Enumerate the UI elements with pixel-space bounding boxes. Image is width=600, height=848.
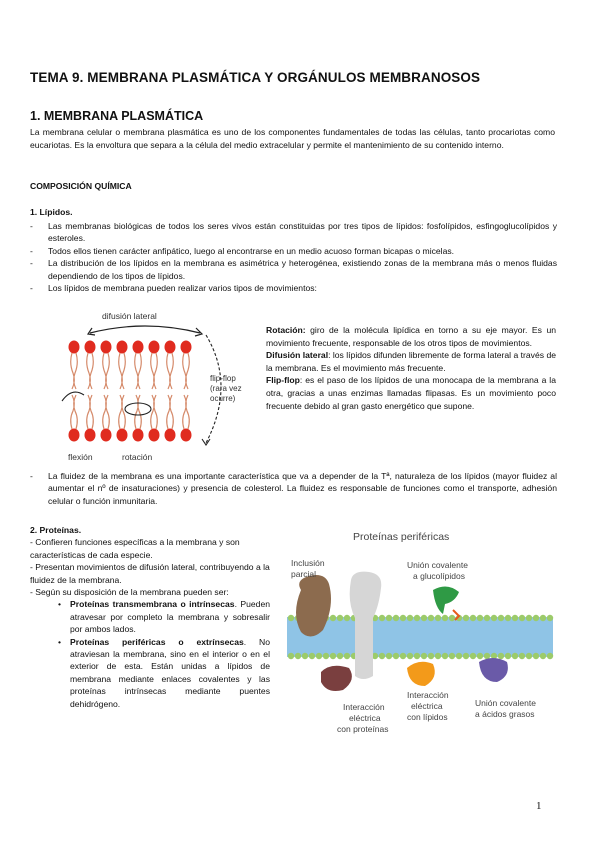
lipids-heading: 1. Lípidos. bbox=[30, 207, 73, 217]
membrane-head bbox=[421, 653, 427, 659]
list-item: - Los lípidos de membrana pueden realizar varios tipos de movimientos: bbox=[30, 283, 317, 294]
membrane-head bbox=[344, 653, 350, 659]
bullet-peripheral: • Proteínas periféricas o extrínsecas. No atraviesan la membrana, sino en el interior o en el exterior de esta. Están unidas a lípidos de membrana mediante enlaces covalentes y las proteínas intrínsecas mediante puentes dehidrógeno. bbox=[58, 636, 270, 709]
label-inclusion-1: Inclusión bbox=[291, 558, 325, 568]
membrane-head bbox=[407, 615, 413, 621]
list-item: - Todos ellos tienen carácter anfipático, luego al encontrarse en un medio acuoso forman bicapas o micelas. bbox=[30, 245, 455, 256]
list-item: - Las membranas biológicas de todos los seres vivos están constituidas por tres tipos de lípidos: fosfolípidos, esfingoglucolípidos y esteroles. bbox=[30, 221, 557, 244]
membrane-head bbox=[533, 653, 539, 659]
membrane-head bbox=[288, 653, 294, 659]
lipid-head bbox=[181, 429, 192, 442]
membrane-head bbox=[309, 653, 315, 659]
membrane-head bbox=[386, 615, 392, 621]
movements-description bbox=[266, 324, 556, 412]
membrane-head bbox=[498, 615, 504, 621]
label-elec-prot-2: eléctrica bbox=[349, 713, 381, 723]
membrane-head bbox=[477, 615, 483, 621]
membrane-head bbox=[379, 615, 385, 621]
membrane-head bbox=[386, 653, 392, 659]
membrane-head bbox=[519, 615, 525, 621]
membrane-head bbox=[526, 615, 532, 621]
membrane-head bbox=[484, 653, 490, 659]
membrane-head bbox=[337, 615, 343, 621]
label-lateral-diffusion: difusión lateral bbox=[102, 311, 157, 321]
list-item: - La distribución de los lípidos en la membrana es asimétrica y heterogénea, existiendo zonas de la membrana más o menos fluidas dependiendo de los tipos de lípidos. bbox=[30, 258, 557, 281]
label-fatty-2: a ácidos grasos bbox=[475, 709, 535, 719]
label-rotation: rotación bbox=[122, 452, 153, 462]
lipid-tail bbox=[151, 353, 158, 389]
membrane-head bbox=[512, 615, 518, 621]
label-rare-1: (rara vez bbox=[210, 384, 242, 393]
lipid-movements-figure bbox=[60, 305, 258, 467]
membrane-head bbox=[498, 653, 504, 659]
lipid-tail bbox=[183, 353, 190, 389]
membrane-head bbox=[379, 653, 385, 659]
membrane-head bbox=[330, 653, 336, 659]
protein-fatty-acids bbox=[479, 658, 508, 682]
membrane-head bbox=[505, 653, 511, 659]
membrane-head bbox=[428, 653, 434, 659]
section-heading-membrana: 1. MEMBRANA PLASMÁTICA bbox=[30, 109, 204, 123]
bullet-transmembrane: • Proteínas transmembrana o intrínsecas. Pueden atravesar por completo la membrana y sobresalir por ambos lados. bbox=[58, 599, 271, 635]
membrane-head bbox=[400, 615, 406, 621]
lipid-head bbox=[165, 341, 176, 354]
lipid-head bbox=[149, 341, 160, 354]
membrane-head bbox=[547, 615, 553, 621]
figure2-title: Proteínas periféricas bbox=[353, 531, 450, 543]
membrane-head bbox=[456, 653, 462, 659]
flipflop-paragraph: Flip-flop: es el paso de los lípidos de una monocapa de la membrana a la otra, gracias a unas enzimas llamadas flipasas. Es un movimiento poco frecuente debido al gran gasto energético que supone. bbox=[266, 375, 556, 411]
membrane-head bbox=[323, 653, 329, 659]
lipid-head bbox=[101, 429, 112, 442]
lipid-bottom-layer bbox=[69, 395, 192, 442]
lipid-tail bbox=[151, 395, 158, 429]
lipid-tail bbox=[71, 353, 78, 389]
lipid-tail bbox=[135, 395, 142, 429]
membrane-bilayer bbox=[287, 617, 553, 657]
lipids-list bbox=[30, 220, 557, 294]
membrane-head bbox=[393, 615, 399, 621]
proteins-section bbox=[30, 524, 270, 710]
membrane-head bbox=[400, 653, 406, 659]
label-glyco-1: Unión covalente bbox=[407, 560, 468, 570]
membrane-head bbox=[421, 615, 427, 621]
lipid-head bbox=[69, 429, 80, 442]
proteins-heading: 2. Proteínas. bbox=[30, 525, 82, 535]
membrane-head bbox=[295, 653, 301, 659]
page-number: 1 bbox=[536, 800, 542, 812]
membrane-head bbox=[526, 653, 532, 659]
protein-electric-lipids bbox=[407, 662, 435, 686]
label-elec-prot-3: con proteínas bbox=[337, 724, 389, 734]
fluidity-list bbox=[30, 470, 557, 507]
membrane-head bbox=[540, 653, 546, 659]
lipid-head bbox=[149, 429, 160, 442]
label-flexion: flexión bbox=[68, 452, 93, 462]
rotation-paragraph: Rotación: giro de la molécula lipídica en torno a su eje mayor. Es un movimiento frecuente, responsable de los otros tipos de movimientos. bbox=[266, 325, 556, 348]
membrane-head bbox=[540, 615, 546, 621]
membrane-head bbox=[316, 653, 322, 659]
membrane-head bbox=[547, 653, 553, 659]
list-item: - Presentan movimientos de difusión lateral, contribuyendo a la fluidez de la membrana. bbox=[30, 562, 270, 585]
lipid-tail bbox=[167, 395, 174, 429]
lipid-tail bbox=[87, 353, 94, 389]
lipid-head bbox=[85, 341, 96, 354]
membrane-head bbox=[428, 615, 434, 621]
membrane-head bbox=[470, 653, 476, 659]
lipid-head bbox=[117, 429, 128, 442]
lipid-tail bbox=[103, 395, 110, 429]
label-elec-lip-2: eléctrica bbox=[411, 701, 443, 711]
composition-heading: COMPOSICIÓN QUÍMICA bbox=[30, 181, 132, 191]
membrane-head bbox=[393, 653, 399, 659]
lipid-tail bbox=[135, 353, 142, 389]
list-item: - Confieren funciones específicas a la membrana y son características de cada especie. bbox=[30, 537, 240, 560]
lipid-tail bbox=[183, 395, 190, 429]
lipid-head bbox=[133, 341, 144, 354]
lateral-paragraph: Difusión lateral: los lípidos difunden libremente de forma lateral a través de la membrana. Es el movimiento más frecuente. bbox=[266, 350, 556, 373]
lipid-head bbox=[69, 341, 80, 354]
membrane-head bbox=[477, 653, 483, 659]
label-elec-lip-3: con lípidos bbox=[407, 712, 448, 722]
lateral-arrow bbox=[90, 326, 200, 333]
document-title: TEMA 9. MEMBRANA PLASMÁTICA Y ORGÁNULOS MEMBRANOSOS bbox=[30, 70, 481, 85]
membrane-head bbox=[533, 615, 539, 621]
peripheral-proteins-figure bbox=[283, 522, 558, 747]
intro-paragraph: La membrana celular o membrana plasmática es uno de los componentes fundamentales de todas las células, tanto procariotas como eucariotas. Es la envoltura que separa a la célula del medio extracelular y permite el mantenimiento de su contenido interno. bbox=[30, 127, 555, 150]
lipid-tail bbox=[167, 353, 174, 389]
label-rare-2: ocurre) bbox=[210, 394, 236, 403]
lipid-tail bbox=[119, 353, 126, 389]
lipid-head bbox=[133, 429, 144, 442]
membrane-head bbox=[302, 653, 308, 659]
membrane-head bbox=[330, 615, 336, 621]
label-elec-prot-1: Interacción bbox=[343, 702, 385, 712]
label-fatty-1: Unión covalente bbox=[475, 698, 536, 708]
label-glyco-2: a glucolípidos bbox=[413, 571, 465, 581]
lipid-tail bbox=[71, 395, 78, 429]
membrane-head bbox=[463, 653, 469, 659]
list-item: - Según su disposición de la membrana pueden ser: bbox=[30, 587, 229, 598]
protein-glycolipid bbox=[433, 586, 459, 614]
membrane-head bbox=[463, 615, 469, 621]
membrane-head bbox=[449, 653, 455, 659]
lipid-tail bbox=[119, 395, 126, 429]
lipid-head bbox=[117, 341, 128, 354]
lipid-head bbox=[85, 429, 96, 442]
membrane-head bbox=[505, 615, 511, 621]
protein-electric-proteins bbox=[321, 666, 352, 691]
list-item: - La fluidez de la membrana es una importante característica que va a depender de la Tª, naturaleza de los lípidos (mayor fluidez al aumentar el nº de insaturaciones) y presencia de colesterol. La fluidez es responsable de funciones como el transporte, adhesión celular o función inmunitaria. bbox=[30, 471, 557, 506]
lipid-head bbox=[165, 429, 176, 442]
membrane-head bbox=[491, 615, 497, 621]
membrane-head bbox=[442, 653, 448, 659]
membrane-head bbox=[288, 615, 294, 621]
membrane-head bbox=[344, 615, 350, 621]
membrane-head bbox=[337, 653, 343, 659]
lipid-top-layer bbox=[69, 341, 192, 390]
membrane-head bbox=[519, 653, 525, 659]
membrane-head bbox=[435, 615, 441, 621]
lipid-tail bbox=[87, 395, 94, 429]
membrane-head bbox=[484, 615, 490, 621]
membrane-head bbox=[407, 653, 413, 659]
membrane-head bbox=[470, 615, 476, 621]
lipid-head bbox=[181, 341, 192, 354]
label-elec-lip-1: Interacción bbox=[407, 690, 449, 700]
membrane-head bbox=[512, 653, 518, 659]
label-inclusion-2: parcial bbox=[291, 569, 317, 579]
membrane-head bbox=[414, 615, 420, 621]
label-flipflop: flip-flop bbox=[210, 374, 236, 383]
membrane-head bbox=[442, 615, 448, 621]
membrane-head bbox=[414, 653, 420, 659]
membrane-head bbox=[449, 615, 455, 621]
lipid-tail bbox=[103, 353, 110, 389]
lipid-head bbox=[101, 341, 112, 354]
membrane-head bbox=[435, 653, 441, 659]
